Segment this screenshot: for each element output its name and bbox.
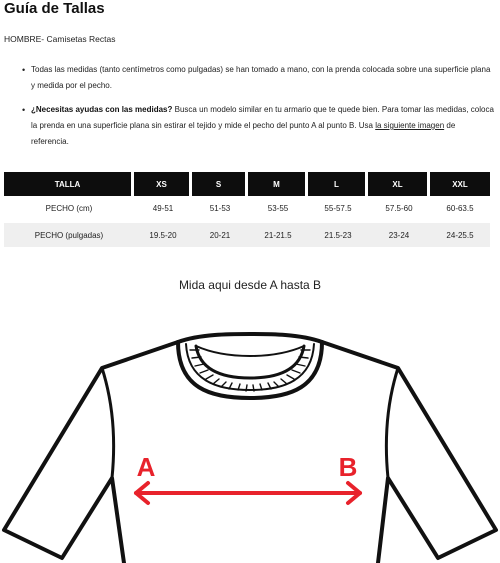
table-cell: 51-53 [209,203,231,213]
left-sleeve-seam [102,368,114,478]
measurement-arrow [136,483,360,503]
measure-caption: Mida aqui desde A hasta B [178,278,322,292]
note-text: Todas las medidas (tanto centímetros como pulgadas) se han tomado a mano, con la prenda colocada sobre una superficie plana y medida por el pecho. [31,65,491,90]
page-subtitle: HOMBRE- Camisetas Rectas [4,34,116,44]
notes-list [24,62,494,150]
point-a-label: A [136,452,156,482]
point-b-label: B [338,452,358,482]
reference-image-link[interactable]: la siguiente imagen [375,121,445,130]
table-cell: 53-55 [267,203,289,213]
table-cell: 24-25.5 [430,223,490,247]
header-l: L [308,172,368,196]
note-bold-question: ¿Necesitas ayudas con las medidas? [31,105,173,114]
header-xs: XS [134,172,192,196]
header-talla: TALLA [4,172,134,196]
header-m: M [248,172,308,196]
header-s: S [192,172,248,196]
table-cell: 49-51 [152,203,174,213]
note-text-end: de referencia. [31,121,456,146]
table-cell: 23-24 [368,223,430,247]
table-cell: 20-21 [192,223,248,247]
header-xxl: XXL [430,172,490,196]
table-cell: 19.5-20 [134,223,192,247]
tshirt-diagram [0,300,500,563]
note-text: Busca un modelo similar en tu armario que te quede bien. Para tomar las medidas, coloca la prenda en una superficie plana sin estirar el tejido y mide el pecho del punto A al punto B. Usa [31,105,494,130]
neck-back [178,334,322,342]
collar-ring [186,344,314,390]
table-header-row [4,172,490,196]
table-cell: PECHO (cm) [45,203,93,213]
right-sleeve-seam [386,368,398,478]
table-cell: 60-63.5 [446,203,474,213]
table-cell: 55-57.5 [324,203,352,213]
header-xl: XL [368,172,430,196]
tshirt-outline [4,342,496,563]
note-item-measurements [24,62,494,94]
table-cell: PECHO (pulgadas) [4,223,134,247]
table-row [4,196,490,220]
neck-inner-back [196,346,304,356]
page-title: Guía de Tallas [4,0,105,17]
size-table [4,172,490,247]
table-row [4,223,490,247]
table-cell: 21-21.5 [248,223,308,247]
table-cell: 57.5-60 [385,203,413,213]
table-cell: 21.5-23 [308,223,368,247]
note-item-help [24,102,494,150]
